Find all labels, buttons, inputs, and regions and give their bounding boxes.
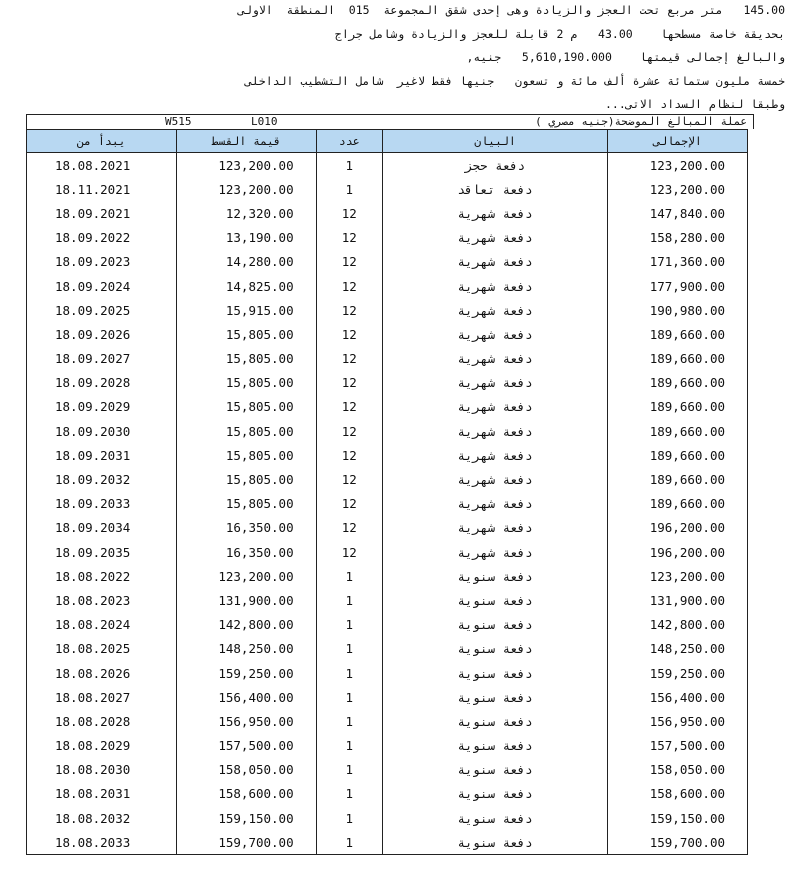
- cell-installment: 15,805.00: [176, 443, 316, 467]
- cell-total: 131,900.00: [608, 588, 748, 612]
- table-row: [27, 153, 748, 178]
- table-row: [27, 661, 748, 685]
- cell-description: دفعة شهرية: [382, 395, 607, 419]
- cell-count: 1: [316, 153, 382, 178]
- cell-installment: 158,050.00: [176, 758, 316, 782]
- cell-installment: 156,950.00: [176, 709, 316, 733]
- table-row: [27, 516, 748, 540]
- table-row: [27, 564, 748, 588]
- table-row: [27, 274, 748, 298]
- table-row: [27, 540, 748, 564]
- cell-total: 189,660.00: [608, 443, 748, 467]
- cell-installment: 15,805.00: [176, 347, 316, 371]
- cell-total: 159,150.00: [608, 806, 748, 830]
- cell-installment: 123,200.00: [176, 564, 316, 588]
- cell-total: 147,840.00: [608, 201, 748, 225]
- cell-total: 177,900.00: [608, 274, 748, 298]
- table-row: [27, 637, 748, 661]
- cell-total: 158,280.00: [608, 226, 748, 250]
- cell-count: 12: [316, 298, 382, 322]
- cell-count: 1: [316, 588, 382, 612]
- schedule-table: [26, 129, 748, 855]
- cell-installment: 15,805.00: [176, 467, 316, 491]
- cell-total: 158,050.00: [608, 758, 748, 782]
- cell-installment: 131,900.00: [176, 588, 316, 612]
- table-row: [27, 467, 748, 491]
- cell-installment: 159,150.00: [176, 806, 316, 830]
- currency-label: عملة المبالغ الموضحة(جنيه مصري ): [535, 115, 747, 128]
- cell-start-date: 18.09.2028: [27, 371, 177, 395]
- cell-count: 12: [316, 419, 382, 443]
- cell-total: 189,660.00: [608, 467, 748, 491]
- col-description-header: البيان: [382, 130, 607, 153]
- cell-start-date: 18.09.2026: [27, 322, 177, 346]
- cell-count: 12: [316, 395, 382, 419]
- cell-start-date: 18.08.2030: [27, 758, 177, 782]
- table-row: [27, 492, 748, 516]
- table-body: [27, 153, 748, 855]
- cell-description: دفعة شهرية: [382, 516, 607, 540]
- cell-total: 190,980.00: [608, 298, 748, 322]
- cell-description: دفعة سنوية: [382, 661, 607, 685]
- cell-count: 1: [316, 806, 382, 830]
- cell-description: دفعة شهرية: [382, 443, 607, 467]
- cell-start-date: 18.09.2033: [27, 492, 177, 516]
- cell-total: 159,700.00: [608, 830, 748, 855]
- table-row: [27, 201, 748, 225]
- cell-start-date: 18.11.2021: [27, 177, 177, 201]
- table-row: [27, 371, 748, 395]
- cell-start-date: 18.08.2029: [27, 734, 177, 758]
- col-count-header: عدد: [316, 130, 382, 153]
- table-row: [27, 298, 748, 322]
- cell-start-date: 18.09.2032: [27, 467, 177, 491]
- cell-installment: 15,805.00: [176, 395, 316, 419]
- cell-description: دفعة شهرية: [382, 201, 607, 225]
- cell-description: دفعة شهرية: [382, 347, 607, 371]
- cell-installment: 16,350.00: [176, 516, 316, 540]
- cell-installment: 142,800.00: [176, 613, 316, 637]
- cell-description: دفعة سنوية: [382, 588, 607, 612]
- cell-description: دفعة شهرية: [382, 226, 607, 250]
- table-row: [27, 685, 748, 709]
- table-row: [27, 419, 748, 443]
- cell-total: 196,200.00: [608, 540, 748, 564]
- cell-count: 1: [316, 177, 382, 201]
- cell-description: دفعة شهرية: [382, 419, 607, 443]
- code-l010: L010: [251, 115, 278, 128]
- cell-installment: 15,805.00: [176, 419, 316, 443]
- cell-count: 1: [316, 782, 382, 806]
- table-header-row: [27, 130, 748, 153]
- col-installment-header: قيمة القسط: [176, 130, 316, 153]
- cell-description: دفعة سنوية: [382, 758, 607, 782]
- cell-installment: 157,500.00: [176, 734, 316, 758]
- table-row: [27, 443, 748, 467]
- table-row: [27, 734, 748, 758]
- cell-installment: 12,320.00: [176, 201, 316, 225]
- cell-total: 158,600.00: [608, 782, 748, 806]
- cell-total: 189,660.00: [608, 395, 748, 419]
- cell-total: 159,250.00: [608, 661, 748, 685]
- cell-start-date: 18.09.2035: [27, 540, 177, 564]
- cell-count: 1: [316, 685, 382, 709]
- cell-start-date: 18.08.2031: [27, 782, 177, 806]
- cell-installment: 14,825.00: [176, 274, 316, 298]
- cell-total: 189,660.00: [608, 347, 748, 371]
- cell-start-date: 18.09.2027: [27, 347, 177, 371]
- cell-description: دفعة شهرية: [382, 274, 607, 298]
- cell-start-date: 18.09.2021: [27, 201, 177, 225]
- table-row: [27, 806, 748, 830]
- cell-total: 189,660.00: [608, 322, 748, 346]
- cell-total: 123,200.00: [608, 153, 748, 178]
- cell-description: دفعة سنوية: [382, 685, 607, 709]
- header-line-1: 145.00 متر مربع تحت العجز والزيادة وهى إحدى شقق المجموعة 015 المنطقة الاولى: [238, 3, 785, 17]
- cell-installment: 16,350.00: [176, 540, 316, 564]
- table-row: [27, 395, 748, 419]
- cell-total: 142,800.00: [608, 613, 748, 637]
- cell-description: دفعة سنوية: [382, 734, 607, 758]
- payment-schedule: [26, 114, 754, 855]
- cell-start-date: 18.08.2025: [27, 637, 177, 661]
- table-row: [27, 782, 748, 806]
- table-row: [27, 322, 748, 346]
- cell-count: 1: [316, 637, 382, 661]
- cell-description: دفعة سنوية: [382, 830, 607, 855]
- table-row: [27, 709, 748, 733]
- cell-installment: 148,250.00: [176, 637, 316, 661]
- header-line-5: وطبقا لنظام السداد الاتى...: [604, 97, 785, 111]
- cell-description: دفعة شهرية: [382, 467, 607, 491]
- header-line-3: والبالغ إجمالى قيمتها 5,610,190.000 جنيه,: [466, 50, 785, 64]
- cell-description: دفعة شهرية: [382, 322, 607, 346]
- cell-start-date: 18.09.2025: [27, 298, 177, 322]
- table-row: [27, 226, 748, 250]
- table-row: [27, 347, 748, 371]
- cell-description: دفعة سنوية: [382, 806, 607, 830]
- cell-installment: 13,190.00: [176, 226, 316, 250]
- cell-description: دفعة تعاقد: [382, 177, 607, 201]
- cell-count: 1: [316, 830, 382, 855]
- cell-start-date: 18.08.2021: [27, 153, 177, 178]
- cell-total: 148,250.00: [608, 637, 748, 661]
- col-start-header: يبدأ من: [27, 130, 177, 153]
- cell-total: 196,200.00: [608, 516, 748, 540]
- cell-total: 189,660.00: [608, 419, 748, 443]
- table-row: [27, 177, 748, 201]
- cell-start-date: 18.08.2028: [27, 709, 177, 733]
- cell-installment: 123,200.00: [176, 153, 316, 178]
- cell-count: 12: [316, 274, 382, 298]
- cell-count: 12: [316, 492, 382, 516]
- cell-start-date: 18.09.2031: [27, 443, 177, 467]
- cell-description: دفعة سنوية: [382, 782, 607, 806]
- cell-start-date: 18.08.2033: [27, 830, 177, 855]
- cell-installment: 15,805.00: [176, 371, 316, 395]
- cell-start-date: 18.09.2029: [27, 395, 177, 419]
- cell-description: دفعة سنوية: [382, 637, 607, 661]
- table-row: [27, 613, 748, 637]
- cell-installment: 15,915.00: [176, 298, 316, 322]
- cell-description: دفعة سنوية: [382, 709, 607, 733]
- cell-description: دفعة شهرية: [382, 492, 607, 516]
- cell-count: 1: [316, 564, 382, 588]
- cell-start-date: 18.09.2022: [27, 226, 177, 250]
- cell-start-date: 18.09.2023: [27, 250, 177, 274]
- cell-count: 12: [316, 250, 382, 274]
- cell-start-date: 18.08.2026: [27, 661, 177, 685]
- cell-count: 1: [316, 758, 382, 782]
- cell-description: دفعة شهرية: [382, 298, 607, 322]
- cell-total: 189,660.00: [608, 492, 748, 516]
- cell-count: 1: [316, 613, 382, 637]
- cell-installment: 156,400.00: [176, 685, 316, 709]
- cell-start-date: 18.08.2027: [27, 685, 177, 709]
- currency-bar: [26, 114, 754, 129]
- cell-description: دفعة سنوية: [382, 613, 607, 637]
- cell-description: دفعة حجز: [382, 153, 607, 178]
- cell-count: 1: [316, 661, 382, 685]
- cell-description: دفعة شهرية: [382, 540, 607, 564]
- cell-start-date: 18.09.2024: [27, 274, 177, 298]
- table-row: [27, 250, 748, 274]
- cell-description: دفعة شهرية: [382, 250, 607, 274]
- cell-count: 12: [316, 371, 382, 395]
- cell-count: 1: [316, 734, 382, 758]
- cell-count: 12: [316, 516, 382, 540]
- cell-installment: 158,600.00: [176, 782, 316, 806]
- cell-total: 156,950.00: [608, 709, 748, 733]
- cell-count: 12: [316, 347, 382, 371]
- cell-count: 12: [316, 201, 382, 225]
- cell-total: 189,660.00: [608, 371, 748, 395]
- cell-count: 12: [316, 322, 382, 346]
- cell-start-date: 18.09.2034: [27, 516, 177, 540]
- cell-total: 156,400.00: [608, 685, 748, 709]
- cell-installment: 15,805.00: [176, 322, 316, 346]
- code-w515: W515: [165, 115, 192, 128]
- cell-installment: 159,250.00: [176, 661, 316, 685]
- cell-start-date: 18.08.2024: [27, 613, 177, 637]
- cell-installment: 15,805.00: [176, 492, 316, 516]
- cell-total: 157,500.00: [608, 734, 748, 758]
- cell-start-date: 18.08.2032: [27, 806, 177, 830]
- cell-description: دفعة سنوية: [382, 564, 607, 588]
- col-total-header: الإجمالى: [608, 130, 748, 153]
- cell-total: 123,200.00: [608, 564, 748, 588]
- cell-installment: 159,700.00: [176, 830, 316, 855]
- cell-count: 12: [316, 443, 382, 467]
- table-row: [27, 830, 748, 855]
- cell-total: 123,200.00: [608, 177, 748, 201]
- cell-start-date: 18.08.2022: [27, 564, 177, 588]
- table-row: [27, 588, 748, 612]
- cell-start-date: 18.09.2030: [27, 419, 177, 443]
- cell-count: 12: [316, 540, 382, 564]
- table-row: [27, 758, 748, 782]
- cell-installment: 14,280.00: [176, 250, 316, 274]
- cell-total: 171,360.00: [608, 250, 748, 274]
- cell-count: 1: [316, 709, 382, 733]
- header-line-4: خمسة مليون ستمائة عشرة ألف مائة و تسعون جنيها فقط لاغير شامل التشطيب الداخلى: [244, 74, 785, 88]
- cell-description: دفعة شهرية: [382, 371, 607, 395]
- cell-count: 12: [316, 226, 382, 250]
- cell-count: 12: [316, 467, 382, 491]
- cell-installment: 123,200.00: [176, 177, 316, 201]
- header-line-2: بحديقة خاصة مسطحها 43.00 م 2 قابلة للعجز والزيادة وشامل جراج: [334, 27, 785, 41]
- cell-start-date: 18.08.2023: [27, 588, 177, 612]
